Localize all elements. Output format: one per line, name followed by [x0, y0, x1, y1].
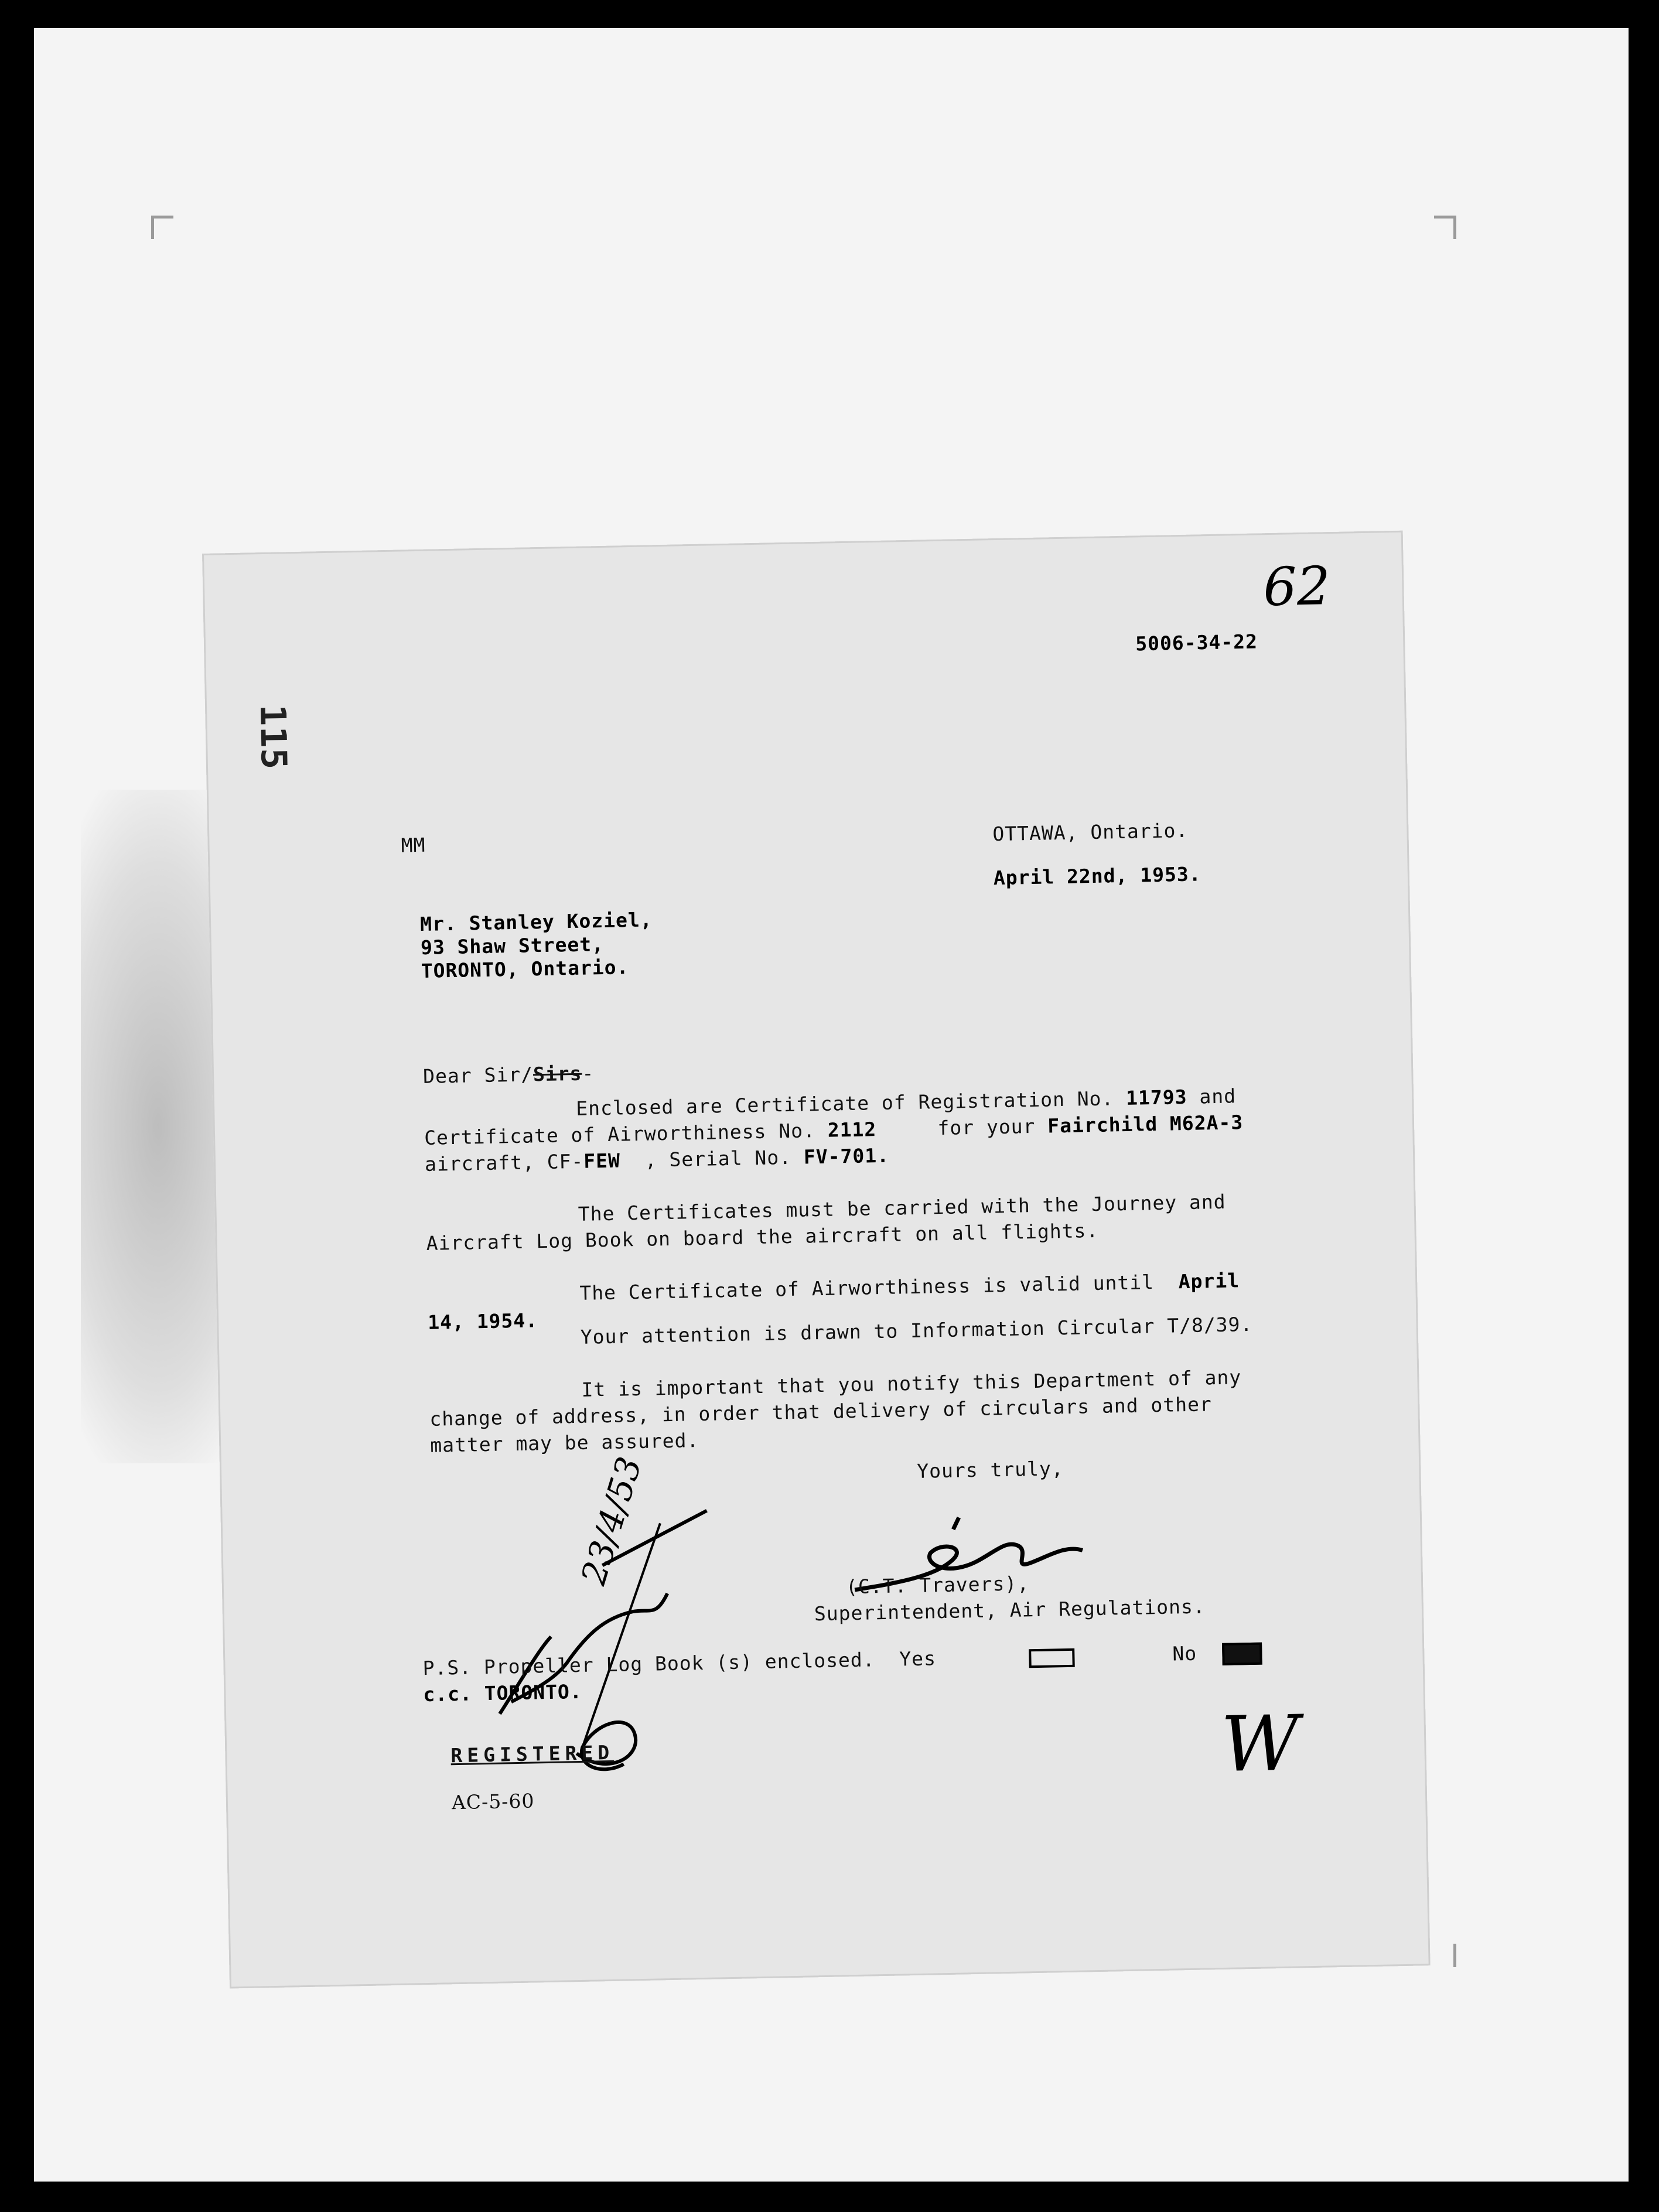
body-text: aircraft, CF- [424, 1149, 584, 1176]
handwritten-corner-mark: W [1220, 1698, 1300, 1789]
registered-stamp: REGISTERED [450, 1740, 615, 1767]
body-line: matter may be assured. [429, 1428, 699, 1457]
ps-no-label: No [1172, 1641, 1197, 1665]
crop-mark [151, 216, 154, 239]
file-number: 5006-34-22 [1135, 630, 1258, 656]
postscript-text: P.S. Propeller Log Book (s) enclosed. [422, 1648, 875, 1680]
folio-number: 62 [1262, 555, 1331, 619]
closing: Yours truly, [916, 1457, 1064, 1483]
ps-yes-label: Yes [899, 1647, 937, 1671]
salutation: Dear Sir/Sirs- [422, 1061, 595, 1088]
valid-until-date: 14, 1954. [427, 1309, 538, 1334]
salutation-struck: Sirs [532, 1061, 582, 1086]
body-line: Aircraft Log Book on board the aircraft on all flights. [426, 1218, 1099, 1255]
handwritten-date: 23/4/53 [573, 1452, 650, 1589]
signer-title: Superintendent, Air Regulations. [814, 1595, 1206, 1626]
crop-mark [1453, 216, 1456, 239]
body-text: Certificate of Airworthiness No. [424, 1119, 816, 1149]
aircraft-type: Fairchild M62A-3 [1047, 1111, 1244, 1138]
crop-mark [151, 216, 173, 219]
addressee-line-2: 93 Shaw Street, [420, 932, 605, 959]
body-line: The Certificates must be carried with the Journey and [578, 1190, 1226, 1226]
ps-no-checkbox [1222, 1643, 1262, 1665]
body-line [425, 1144, 890, 1176]
registration-number: 11793 [1125, 1085, 1187, 1110]
valid-until-month: April [1178, 1269, 1240, 1293]
body-text: and [1199, 1084, 1237, 1108]
body-text: The Certificate of Airworthiness is valid until [579, 1271, 1155, 1305]
serial-number: FV-701. [803, 1143, 890, 1169]
registration-mark: FEW [583, 1149, 621, 1173]
typist-initials: MM [401, 833, 426, 857]
body-line [424, 1111, 1244, 1149]
place: OTTAWA, Ontario. [992, 818, 1189, 846]
form-number: AC-5-60 [451, 1789, 535, 1814]
ps-yes-checkbox [1029, 1648, 1075, 1668]
addressee-line-1: Mr. Stanley Koziel, [419, 908, 653, 936]
body-line [579, 1269, 1240, 1305]
addressee-line-3: TORONTO, Ontario. [421, 955, 629, 982]
signer-name: (C.T. Travers), [845, 1572, 1030, 1599]
salutation-text: Dear Sir/ [422, 1063, 534, 1088]
margin-stamp: 115 [251, 704, 295, 770]
body-text: Enclosed are Certificate of Registration No. [575, 1087, 1114, 1120]
body-text: for your [937, 1114, 1036, 1140]
body-line: Your attention is drawn to Information Circular T/8/39. [580, 1312, 1253, 1349]
body-line: change of address, in order that delivery of circulars and other [429, 1392, 1213, 1431]
airworthiness-number: 2112 [827, 1118, 877, 1142]
cc-line: c.c. TORONTO. [423, 1680, 583, 1706]
letter-sheet [202, 531, 1431, 1989]
body-line: It is important that you notify this Department of any [581, 1366, 1242, 1401]
body-text: , Serial No. [644, 1145, 792, 1172]
crop-mark [1453, 1944, 1456, 1967]
letter-date: April 22nd, 1953. [993, 862, 1201, 890]
